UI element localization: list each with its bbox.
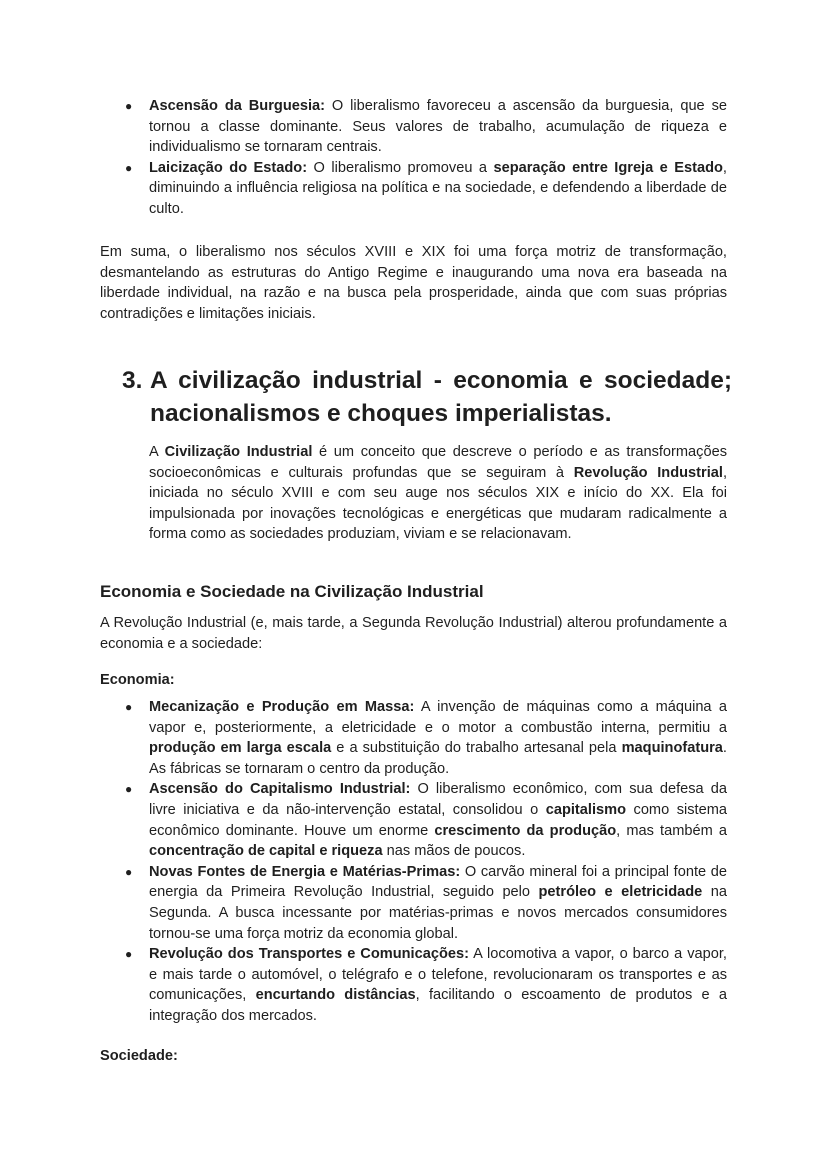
bold-text: Ascensão do Capitalismo Industrial: <box>149 781 411 798</box>
text-run: , facilitando o escoamento de produtos e a integração dos mercados. <box>149 987 727 1024</box>
text-run: na Segunda. A busca incessante por matérias-primas e novos mercados consumidores tornou-se uma força motriz da economia global. <box>149 884 727 942</box>
text-run: A invenção de máquinas como a máquina a vapor e, posteriormente, a eletricidade e o motor a combustão interna, permitiu a <box>149 699 728 736</box>
list-item <box>125 158 727 220</box>
bold-text: encurtando distâncias <box>255 987 416 1004</box>
list-item <box>125 96 727 158</box>
bullet-icon: ● <box>125 782 133 797</box>
bold-text: petróleo e eletricidade <box>538 884 703 901</box>
subsection-heading: Economia e Sociedade na Civilização Industrial <box>100 582 484 601</box>
bullet-icon: ● <box>125 947 133 962</box>
subsection-intro: A Revolução Industrial (e, mais tarde, a Segunda Revolução Industrial) alterou profundamente a economia e a sociedade: <box>100 615 727 652</box>
bold-text: Civilização Industrial <box>164 444 313 460</box>
text-run: O carvão mineral foi a principal fonte de energia da Primeira Revolução Industrial, seguido pelo <box>149 863 728 901</box>
bold-text: Mecanização e Produção em Massa: <box>149 699 415 715</box>
text-run: . As fábricas se tornaram o centro da produção. <box>149 740 727 777</box>
bold-text: capitalismo <box>545 801 627 818</box>
bold-text: concentração de capital e riqueza <box>149 843 383 860</box>
text-run: como sistema econômico dominante. Houve um enorme <box>149 801 727 839</box>
text-run: é um conceito que descreve o período e as transformações socioeconômicas e culturais profundas que se seguiram à <box>149 444 728 481</box>
text-run: , iniciada no século XVIII e com seu auge nos séculos XIX e início do XX. Ela foi impulsionada por inovações tecnológicas e energéticas que mudaram radicalmente a forma como as sociedades produziam, viviam e se relacionavam. <box>149 464 727 543</box>
bold-text: Revolução dos Transportes e Comunicações: <box>149 946 469 963</box>
list-item <box>125 779 728 861</box>
bullet-icon: ● <box>125 864 133 879</box>
list-item <box>125 862 728 944</box>
text-run: e a substituição do trabalho artesanal pela <box>331 740 622 757</box>
section-title: A civilização industrial - economia e sociedade; nacionalismos e choques imperialistas. <box>150 367 732 427</box>
text-run: A locomotiva a vapor, o barco a vapor, e mais tarde o automóvel, o telégrafo e o telefone, revolucionaram os transportes e as comunicações, <box>149 946 727 1004</box>
intro-paragraph <box>149 442 727 545</box>
bullet-icon: ● <box>125 99 133 113</box>
summary-paragraph: Em suma, o liberalismo nos séculos XVIII e XIX foi uma força motriz de transformação, desmantelando as estruturas do Antigo Regime e inaugurando uma nova era baseada na liberdade individual, na razão e na busca pela prosperidade, ainda que com suas próprias contradições e limitações iniciais. <box>100 244 727 322</box>
list-item <box>125 697 728 779</box>
sociedade-label: Sociedade: <box>100 1048 178 1064</box>
bold-text: separação entre Igreja e Estado <box>493 159 723 176</box>
bold-text: Novas Fontes de Energia e Matérias-Primas: <box>149 863 461 880</box>
economia-list <box>125 697 728 1027</box>
list-item <box>125 944 727 1026</box>
bold-text: Ascensão da Burguesia: <box>149 98 325 114</box>
text-run: O liberalismo favoreceu a ascensão da burguesia, que se tornou a classe dominante. Seus valores de trabalho, acumulação de riqueza e individualismo se tornaram centrais. <box>149 98 727 156</box>
bold-text: Revolução Industrial <box>573 464 723 481</box>
bold-text: produção em larga escala <box>149 740 332 757</box>
bold-text: Laicização do Estado: <box>149 159 308 176</box>
text-run: , mas também a <box>616 822 728 839</box>
bold-text: crescimento da produção <box>434 822 617 839</box>
liberalism-effects-list <box>125 96 727 220</box>
bold-text: maquinofatura <box>621 740 723 757</box>
economia-label: Economia: <box>100 672 175 688</box>
text-run: , diminuindo a influência religiosa na política e na sociedade, e defendendo a liberdade de culto. <box>149 159 727 217</box>
text-run: O liberalismo econômico, com sua defesa da livre iniciativa e da não-intervenção estatal, consolidou o <box>149 781 727 818</box>
text-run: O liberalismo promoveu a <box>307 159 494 176</box>
section-number: 3. <box>122 367 143 394</box>
text-run: A <box>149 444 165 460</box>
text-run: nas mãos de poucos. <box>382 843 526 860</box>
bullet-icon: ● <box>125 700 133 714</box>
bullet-icon: ● <box>125 160 133 175</box>
